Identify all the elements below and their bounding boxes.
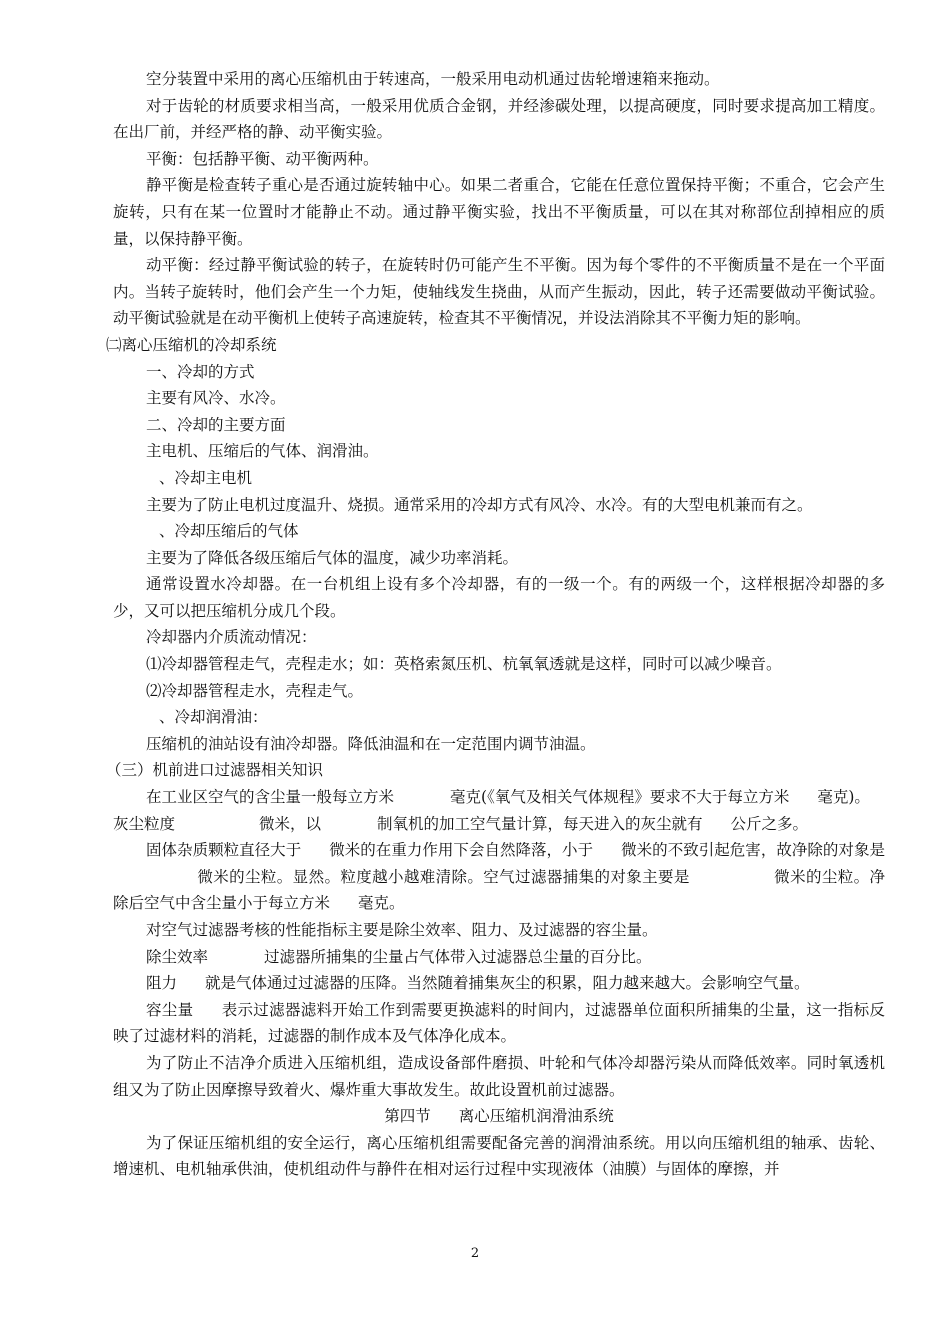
text-run: 毫克(《氧气及相关气体规程》要求不大于每立方米: [450, 788, 790, 807]
text-run: 微米的不致引起危害，故净除的对象是: [621, 841, 885, 860]
section-title: 离心压缩机润滑油系统: [458, 1107, 614, 1126]
paragraph: 冷却器内介质流动情况：: [146, 628, 317, 647]
text-run: 公斤之多。: [730, 814, 809, 833]
term: 容尘量: [146, 1000, 194, 1019]
paragraph: 主要有风冷、水冷。: [146, 389, 286, 408]
paragraph: 为了保证压缩机组的安全运行，离心压缩机组需要配备完善的润滑油系统。用以向压缩机组的轴承、齿轮、增速机、电机轴承供油，使机组动件与静件在相对运行过程中实现液体（油膜）与固体的摩擦，并: [113, 1133, 885, 1179]
text-run: 表示过滤器滤料开始工作到需要更换滤料的时间内，过滤器单位面积所捕集的尘量，这一指标反映了过滤材料的消耗，过滤器的制作成本及气体净化成本。: [113, 1000, 885, 1046]
subheading: 二、冷却的主要方面: [146, 415, 286, 434]
subheading: 、冷却润滑油：: [159, 708, 268, 727]
text-run: 毫克)。: [817, 788, 870, 807]
text-run: 在工业区空气的含尘量一般每立方米: [146, 788, 395, 807]
subheading: 、冷却主电机: [159, 468, 253, 487]
paragraph: [113, 944, 885, 971]
section-number: 第四节: [384, 1107, 431, 1126]
text-run: 过滤器所捕集的尘量占气体带入过滤器总尘量的百分比。: [264, 947, 652, 966]
subheading: 一、冷却的方式: [146, 362, 255, 381]
paragraph: 压缩机的油站设有油冷却器。降低油温和在一定范围内调节油温。: [146, 734, 596, 753]
paragraph: [113, 970, 885, 997]
paragraph: 主电机、压缩后的气体、润滑油。: [146, 442, 379, 461]
term: 阻力: [146, 974, 178, 993]
text-run: 就是气体通过过滤器的压降。当然随着捕集灰尘的积累，阻力越来越大。会影响空气量。: [205, 974, 810, 993]
subheading: 、冷却压缩后的气体: [159, 522, 299, 541]
list-item: ⑵冷却器管程走水，壳程走气。: [146, 681, 364, 700]
paragraph: 静平衡是检查转子重心是否通过旋转轴中心。如果二者重合，它能在任意位置保持平衡；不重合，它会产生旋转，只有在某一位置时才能静止不动。通过静平衡实验，找出不平衡质量，可以在其对称部位刮掉相应的质量，以保持静平衡。: [113, 176, 885, 248]
paragraph: 平衡：包括静平衡、动平衡两种。: [146, 149, 379, 168]
paragraph: 动平衡：经过静平衡试验的转子，在旋转时仍可能产生不平衡。因为每个零件的不平衡质量不是在一个平面内。当转子旋转时，他们会产生一个力矩，使轴线发生挠曲，从而产生振动，因此，转子还需要做动平衡试验。动平衡试验就是在动平衡机上使转子高速旋转，检查其不平衡情况，并设法消除其不平衡力矩的影响。: [113, 256, 885, 328]
term: 除尘效率: [146, 947, 209, 966]
document-body: [106, 66, 885, 1183]
paragraph: 主要为了防止电机过度温升、烧损。通常采用的冷却方式有风冷、水冷。有的大型电机兼而有之。: [146, 495, 813, 514]
section-heading: ㈡离心压缩机的冷却系统: [106, 335, 277, 354]
list-item: ⑴冷却器管程走气，壳程走水；如：英格索氮压机、杭氧氧透就是这样，同时可以减少噪音。: [146, 655, 782, 674]
paragraph: [113, 837, 885, 917]
paragraph: 主要为了降低各级压缩后气体的温度，减少功率消耗。: [146, 548, 519, 567]
text-run: 毫克。: [358, 894, 405, 913]
text-run: 微米的在重力作用下会自然降落，小于: [329, 841, 594, 860]
paragraph: 对空气过滤器考核的性能指标主要是除尘效率、阻力、及过滤器的容尘量。: [146, 921, 658, 939]
text-run: 固体杂质颗粒直径大于: [146, 841, 302, 860]
section-heading: （三）机前进口过滤器相关知识: [106, 761, 324, 780]
paragraph: 空分装置中采用的离心压缩机由于转速高，一般采用电动机通过齿轮增速箱来拖动。: [146, 70, 720, 88]
page-number: 2: [470, 1246, 480, 1261]
paragraph: [113, 811, 885, 838]
text-run: 灰尘粒度: [113, 814, 176, 833]
text-run: 微米的尘粒。净除后空气中含尘量小于每立方米: [113, 867, 885, 913]
chapter-heading: [113, 1103, 885, 1130]
text-run: 微米的尘粒。显然。粒度越小越难清除。空气过滤器捕集的对象主要是: [197, 867, 690, 886]
paragraph: [113, 997, 885, 1050]
paragraph: 对于齿轮的材质要求相当高，一般采用优质合金钢，并经渗碳处理，以提高硬度，同时要求提高加工精度。在出厂前，并经严格的静、动平衡实验。: [113, 96, 885, 142]
text-run: 制氧机的加工空气量计算，每天进入的灰尘就有: [377, 814, 703, 833]
paragraph: [113, 784, 885, 811]
text-run: 微米，以: [259, 814, 322, 833]
paragraph: 为了防止不洁净介质进入压缩机组，造成设备部件磨损、叶轮和气体冷却器污染从而降低效率。同时氧透机组又为了防止因摩擦导致着火、爆炸重大事故发生。故此设置机前过滤器。: [113, 1053, 885, 1099]
paragraph: 通常设置水冷却器。在一台机组上设有多个冷却器，有的一级一个。有的两级一个，这样根据冷却器的多少，又可以把压缩机分成几个段。: [113, 575, 885, 620]
